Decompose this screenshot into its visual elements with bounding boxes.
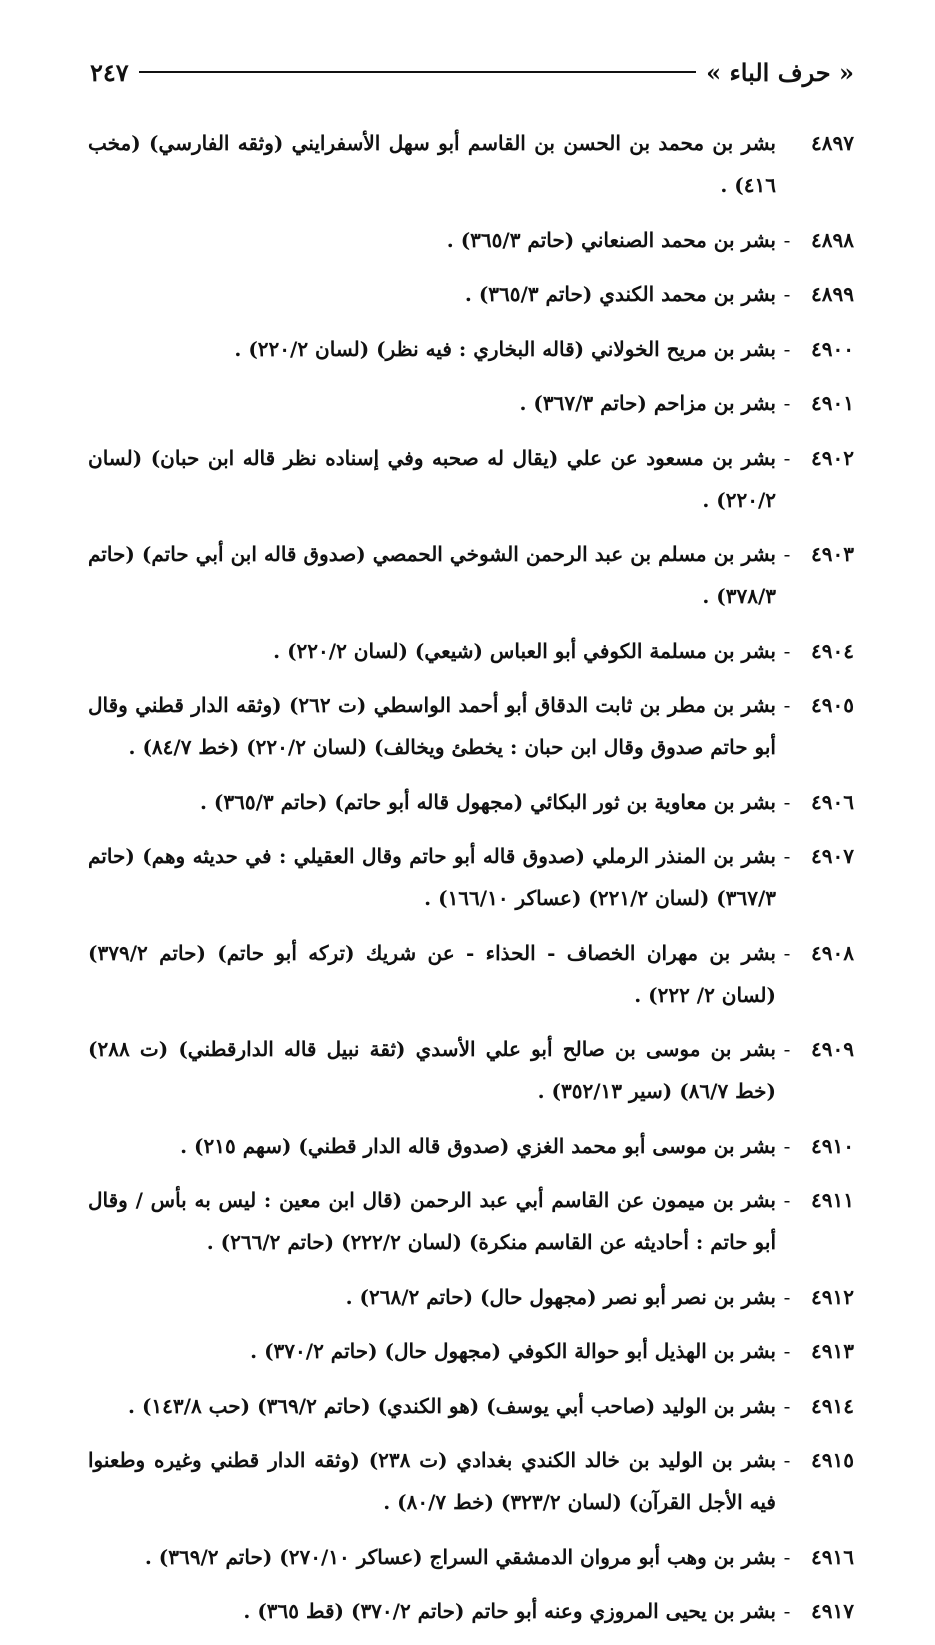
entry-dash: - [783, 1188, 791, 1212]
entry-dash: - [783, 1037, 791, 1061]
entry-dash: - [783, 940, 791, 965]
entry-number: ٤٩٠٨ [811, 940, 854, 965]
page-header [90, 52, 854, 92]
entry-row [88, 781, 854, 823]
entry-list [88, 122, 854, 1645]
entry-text: بشر بن محمد الصنعاني (حاتم ٣٦٥/٣) . [446, 227, 776, 252]
entry-row [88, 835, 854, 919]
entry-row [88, 437, 854, 521]
entry-row [88, 684, 854, 768]
entry-number: ٤٩١٦ [811, 1544, 854, 1569]
entry-number: ٤٩٠٦ [811, 789, 854, 814]
entry-dash: - [783, 789, 791, 814]
entry-number: ٤٩٠١ [811, 391, 854, 415]
entry-number: ٤٩١٤ [811, 1393, 854, 1418]
entry-row [88, 1125, 854, 1167]
entry-row [88, 328, 854, 370]
entry-row [88, 382, 854, 424]
entry-dash: - [783, 638, 791, 663]
entry-text: بشر بن معاوية بن ثور البكائي (مجهول قاله أبو حاتم) (حاتم ٣٦٥/٣) . [200, 789, 776, 814]
entry-text: بشر بن موسى أبو محمد الغزي (صدوق قاله الدار قطني) (سهم ٢١٥) . [180, 1133, 776, 1158]
entry-dash: - [783, 844, 791, 868]
entry-number: ٤٨٩٨ [811, 227, 854, 252]
entry-dash: - [783, 1284, 791, 1309]
entry-dash: - [783, 445, 791, 470]
entry-dash: - [783, 336, 791, 361]
entry-number: ٤٩٠٩ [811, 1037, 854, 1061]
entry-number: ٤٩٠٧ [811, 844, 854, 868]
entry-row [88, 1590, 854, 1632]
entry-row [88, 1028, 854, 1112]
header-rule [139, 71, 696, 73]
entry-row [88, 533, 854, 617]
entry-row [88, 273, 854, 315]
entry-row [88, 1276, 854, 1318]
entry-text: بشر بن مزاحم (حاتم ٣٦٧/٣) . [519, 391, 776, 415]
entry-number: ٤٩١٥ [811, 1448, 854, 1472]
entry-number: ٤٩١٧ [811, 1599, 854, 1623]
entry-text: بشر بن مسعود عن علي (يقال له صحبه وفي إسناده نظر قاله ابن حبان) (لسان ٢٢٠/٢) . [88, 445, 776, 512]
entry-dash: - [783, 227, 791, 252]
entry-row [88, 932, 854, 1016]
entry-number: ٤٩٠٤ [811, 638, 854, 663]
entry-row [88, 1330, 854, 1372]
entry-number: ٤٩٠٠ [811, 336, 854, 361]
page-number: ٢٤٧ [90, 57, 129, 87]
entry-text: بشر بن موسى بن صالح أبو علي الأسدي (ثقة نبيل قاله الدارقطني) (ت ٢٨٨) (خط ٨٦/٧) (سير ٣٥٢/١٣) . [88, 1037, 776, 1103]
entry-row [88, 1536, 854, 1578]
entry-number: ٤٨٩٩ [811, 282, 854, 306]
entry-row [88, 1179, 854, 1263]
entry-text: بشر بن نصر أبو نصر (مجهول حال) (حاتم ٢٦٨/٢) . [345, 1284, 776, 1309]
entry-text: بشر بن محمد الكندي (حاتم ٣٦٥/٣) . [464, 282, 776, 306]
entry-text: بشر بن الوليد (صاحب أبي يوسف) (هو الكندي) (حاتم ٣٦٩/٢) (حب ١٤٣/٨) . [128, 1393, 776, 1418]
entry-text: بشر بن الوليد بن خالد الكندي بغدادي (ت ٢٣٨) (وثقه الدار قطني وغيره وطعنوا فيه الأجل القرآن) (لسان ٣٢٣/٢) (خط ٨٠/٧) . [88, 1448, 777, 1514]
entry-text: بشر بن وهب أبو مروان الدمشقي السراج (عساكر ٢٧٠/١٠) (حاتم ٣٦٩/٢) . [144, 1544, 776, 1569]
entry-dash: - [783, 282, 791, 306]
entry-number: ٤٩١٠ [811, 1133, 854, 1158]
entry-dash: - [783, 1599, 791, 1623]
entry-number: ٤٩١١ [811, 1188, 854, 1212]
entry-text: بشر بن المنذر الرملي (صدوق قاله أبو حاتم وقال العقيلي : في حديثه وهم) (حاتم ٣٦٧/٣) (لسان ٢٢١/٢) (عساكر ١٦٦/١٠) . [88, 844, 776, 910]
entry-text: بشر بن مريح الخولاني (قاله البخاري : فيه نظر) (لسان ٢٢٠/٢) . [234, 336, 776, 361]
entry-dash: - [783, 1544, 791, 1569]
entry-number: ٤٩١٣ [811, 1339, 854, 1363]
entry-number: ٤٨٩٧ [811, 131, 854, 155]
entry-number: ٤٩٠٣ [811, 542, 854, 566]
entry-text: بشر بن مهران الخصاف - الحذاء - عن شريك (تركه أبو حاتم) (حاتم ٣٧٩/٢) (لسان ٢/ ٢٢٢) . [88, 940, 776, 1007]
entry-row [88, 1385, 854, 1427]
entry-text: بشر بن مسلمة الكوفي أبو العباس (شيعي) (لسان ٢٢٠/٢) . [273, 638, 776, 663]
chapter-title: « حرف الباء » [706, 57, 854, 87]
entry-number: ٤٩٠٢ [811, 445, 854, 470]
entry-text: بشر بن مسلم بن عبد الرحمن الشوخي الحمصي (صدوق قاله ابن أبي حاتم) (حاتم ٣٧٨/٣) . [88, 542, 776, 608]
entry-text: بشر بن يحيى المروزي وعنه أبو حاتم (حاتم ٣٧٠/٢) (قط ٣٦٥) . [243, 1599, 776, 1623]
entry-row [88, 122, 854, 206]
entry-dash: - [783, 391, 791, 415]
entry-row [88, 630, 854, 672]
entry-number: ٤٩٠٥ [811, 693, 854, 717]
entry-dash: - [783, 542, 791, 566]
entry-dash: - [783, 693, 791, 717]
entry-dash: - [783, 1133, 791, 1158]
entry-dash: - [783, 1339, 791, 1363]
entry-text: بشر بن محمد بن الحسن بن القاسم أبو سهل الأسفرايني (وثقه الفارسي) (مخب ٤١٦) . [88, 131, 776, 197]
entry-dash: - [783, 1448, 791, 1472]
entry-text: بشر بن ميمون عن القاسم أبي عبد الرحمن (قال ابن معين : ليس به بأس / وقال أبو حاتم : أحاديثه عن القاسم منكرة) (لسان ٢٢٢/٢) (حاتم ٢٦٦/٢) . [88, 1188, 776, 1254]
entry-text: بشر بن مطر بن ثابت الدقاق أبو أحمد الواسطي (ت ٢٦٢) (وثقه الدار قطني وقال أبو حاتم صدوق وقال ابن حبان : يخطئ ويخالف) (لسان ٢٢٠/٢) (خط ٨٤/٧) . [88, 693, 776, 759]
entry-row [88, 219, 854, 261]
entry-dash: - [783, 1393, 791, 1418]
entry-row [88, 1439, 854, 1523]
entry-number: ٤٩١٢ [811, 1284, 854, 1309]
entry-text: بشر بن الهذيل أبو حوالة الكوفي (مجهول حال) (حاتم ٣٧٠/٢) . [250, 1339, 776, 1363]
